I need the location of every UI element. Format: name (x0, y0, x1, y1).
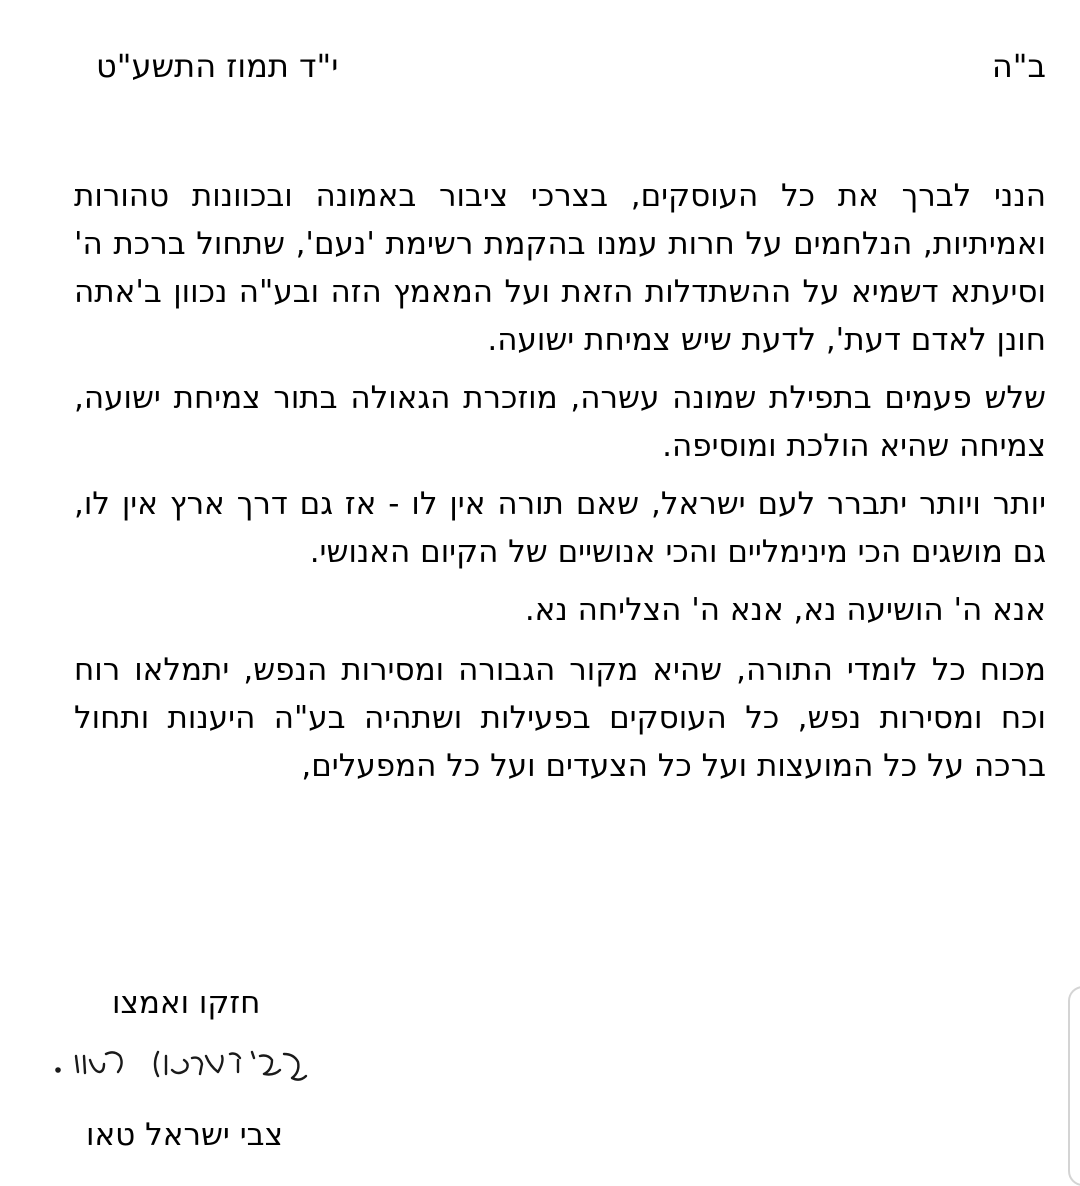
closing-phrase: חזקו ואמצו (112, 985, 261, 1021)
paragraph-torah: יותר ויותר יתברר לעם ישראל, שאם תורה אין לו - אז גם דרך ארץ אין לו, גם מושגים הכי מינימליים והכי אנושיים של הקיום האנושי. (74, 486, 1046, 570)
paragraph-blessing: הנני לברך את כל העוסקים, בצרכי ציבור באמונה ובכוונות טהורות ואמיתיות, הנלחמים על חרות עמנו בהקמת רשימת 'נעם', שתחול ברכת ה' וסיעתא דשמיא על ההשתדלות הזאת ועל המאמץ הזה ובע"ה נכוון ב'אתה חונן לאדם דעת', לדעת שיש צמיחת ישועה. (74, 178, 1046, 358)
bh-header: ב"ה (991, 47, 1046, 85)
handwritten-signature (54, 1042, 314, 1092)
signer-name: צבי ישראל טאו (86, 1117, 283, 1153)
letter-body (74, 172, 1046, 800)
paragraph-shmone-esre: שלש פעמים בתפילת שמונה עשרה, מוזכרת הגאולה בתור צמיחת ישועה, צמיחה שהיא הולכת ומוסיפה. (74, 380, 1046, 464)
paragraph-torah-learners: מכוח כל לומדי התורה, שהיא מקור הגבורה ומסירות הנפש, יתמלאו רוח וכח ומסירות נפש, כל העוסקים בפעילות ושתהיה בע"ה היענות ותחול ברכה על כל המועצות ועל כל הצעדים ועל כל המפעלים, (74, 652, 1046, 784)
paragraph-prayer: אנא ה' הושיעה נא, אנא ה' הצליחה נא. (524, 592, 1046, 628)
scroll-handle[interactable] (1068, 986, 1080, 1186)
hebrew-date: י"ד תמוז התשע"ט (96, 47, 339, 85)
